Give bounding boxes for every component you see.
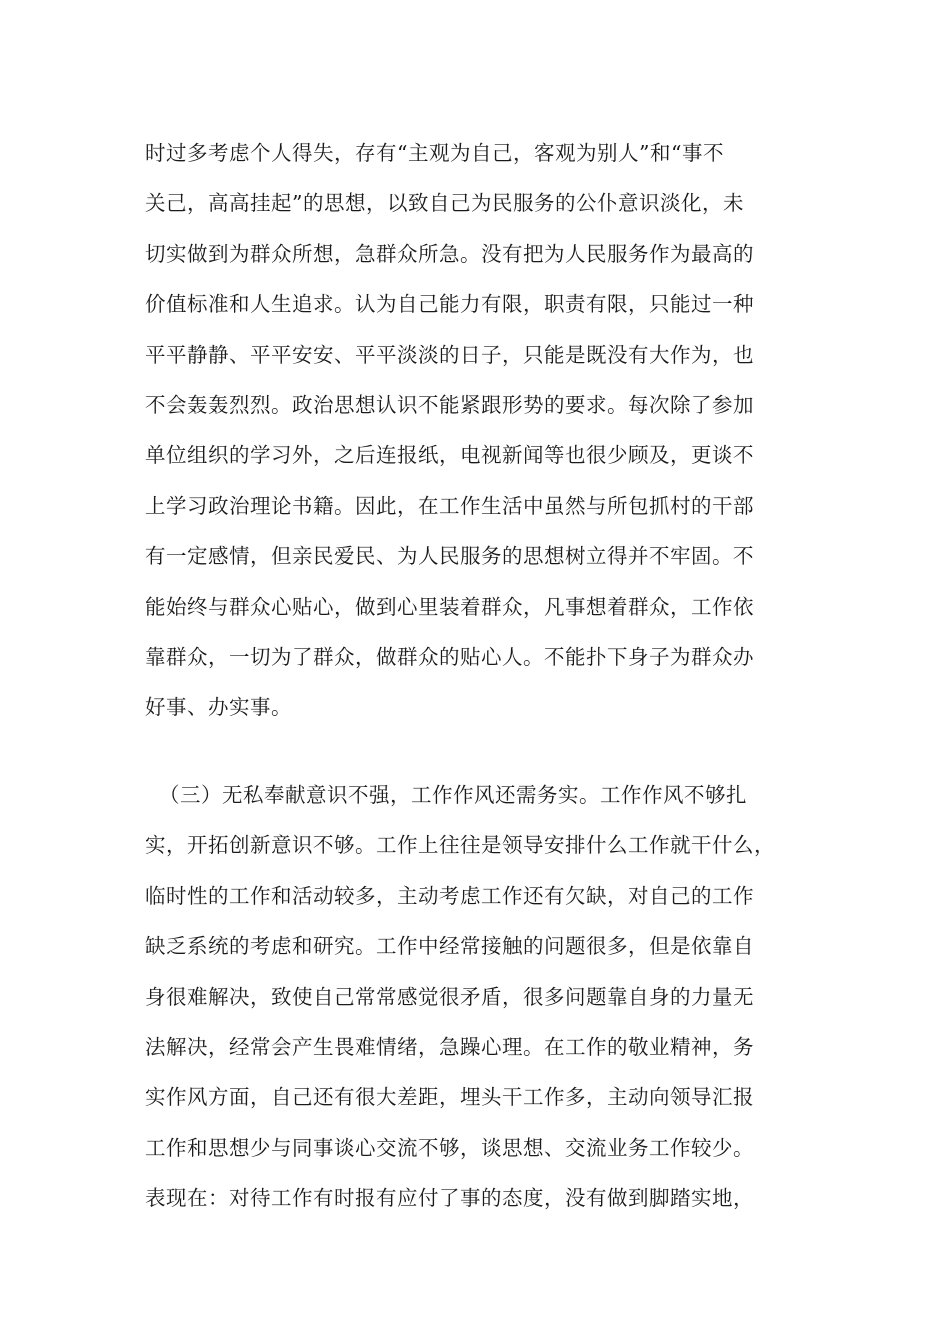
text-line: 法解决，经常会产生畏难情绪，急躁心理。在工作的敬业精神，务 — [145, 1034, 754, 1059]
text-line: 不会轰轰烈烈。政治思想认识不能紧跟形势的要求。每次除了参加 — [145, 392, 754, 417]
section-heading-line: （三）无私奉献意识不强，工作作风还需务实。工作作风不够扎 — [159, 783, 747, 807]
text-line: 价值标准和人生追求。认为自己能力有限，职责有限，只能过一种 — [145, 292, 754, 317]
text-line: 身很难解决，致使自己常常感觉很矛盾，很多问题靠自身的力量无 — [145, 984, 754, 1009]
text-line: 临时性的工作和活动较多，主动考虑工作还有欠缺，对自己的工作 — [145, 883, 754, 908]
text-line: 靠群众，一切为了群众，做群众的贴心人。不能扑下身子为群众办 — [145, 644, 754, 669]
text-line: 上学习政治理论书籍。因此，在工作生活中虽然与所包抓村的干部 — [145, 493, 754, 518]
text-line: 缺乏系统的考虑和研究。工作中经常接触的问题很多，但是依靠自 — [145, 934, 754, 959]
text-line: 好事、办实事。 — [145, 695, 292, 720]
text-line: 切实做到为群众所想，急群众所急。没有把为人民服务作为最高的 — [145, 241, 754, 266]
text-line: 能始终与群众心贴心，做到心里装着群众，凡事想着群众，工作依 — [145, 594, 754, 619]
text-line: 有一定感情，但亲民爱民、为人民服务的思想树立得并不牢固。不 — [145, 544, 754, 569]
text-line: 平平静静、平平安安、平平淡淡的日子，只能是既没有大作为，也 — [145, 342, 754, 367]
text-line: 关己，高高挂起”的思想，以致自己为民服务的公仆意识淡化，未 — [145, 191, 744, 216]
text-line: 表现在：对待工作有时报有应付了事的态度，没有做到脚踏实地， — [145, 1186, 754, 1211]
paragraph-1 — [145, 128, 825, 733]
paragraph-2 — [145, 770, 825, 1224]
text-line: 实作风方面，自己还有很大差距，埋头干工作多，主动向领导汇报 — [145, 1085, 754, 1110]
text-line: 单位组织的学习外，之后连报纸，电视新闻等也很少顾及，更谈不 — [145, 443, 754, 468]
text-line: 时过多考虑个人得失，存有“主观为自己，客观为别人”和“事不 — [145, 141, 724, 165]
text-line: 工作和思想少与同事谈心交流不够，谈思想、交流业务工作较少。 — [145, 1135, 754, 1160]
text-line: 实，开拓创新意识不够。工作上往往是领导安排什么工作就干什么， — [145, 833, 775, 858]
